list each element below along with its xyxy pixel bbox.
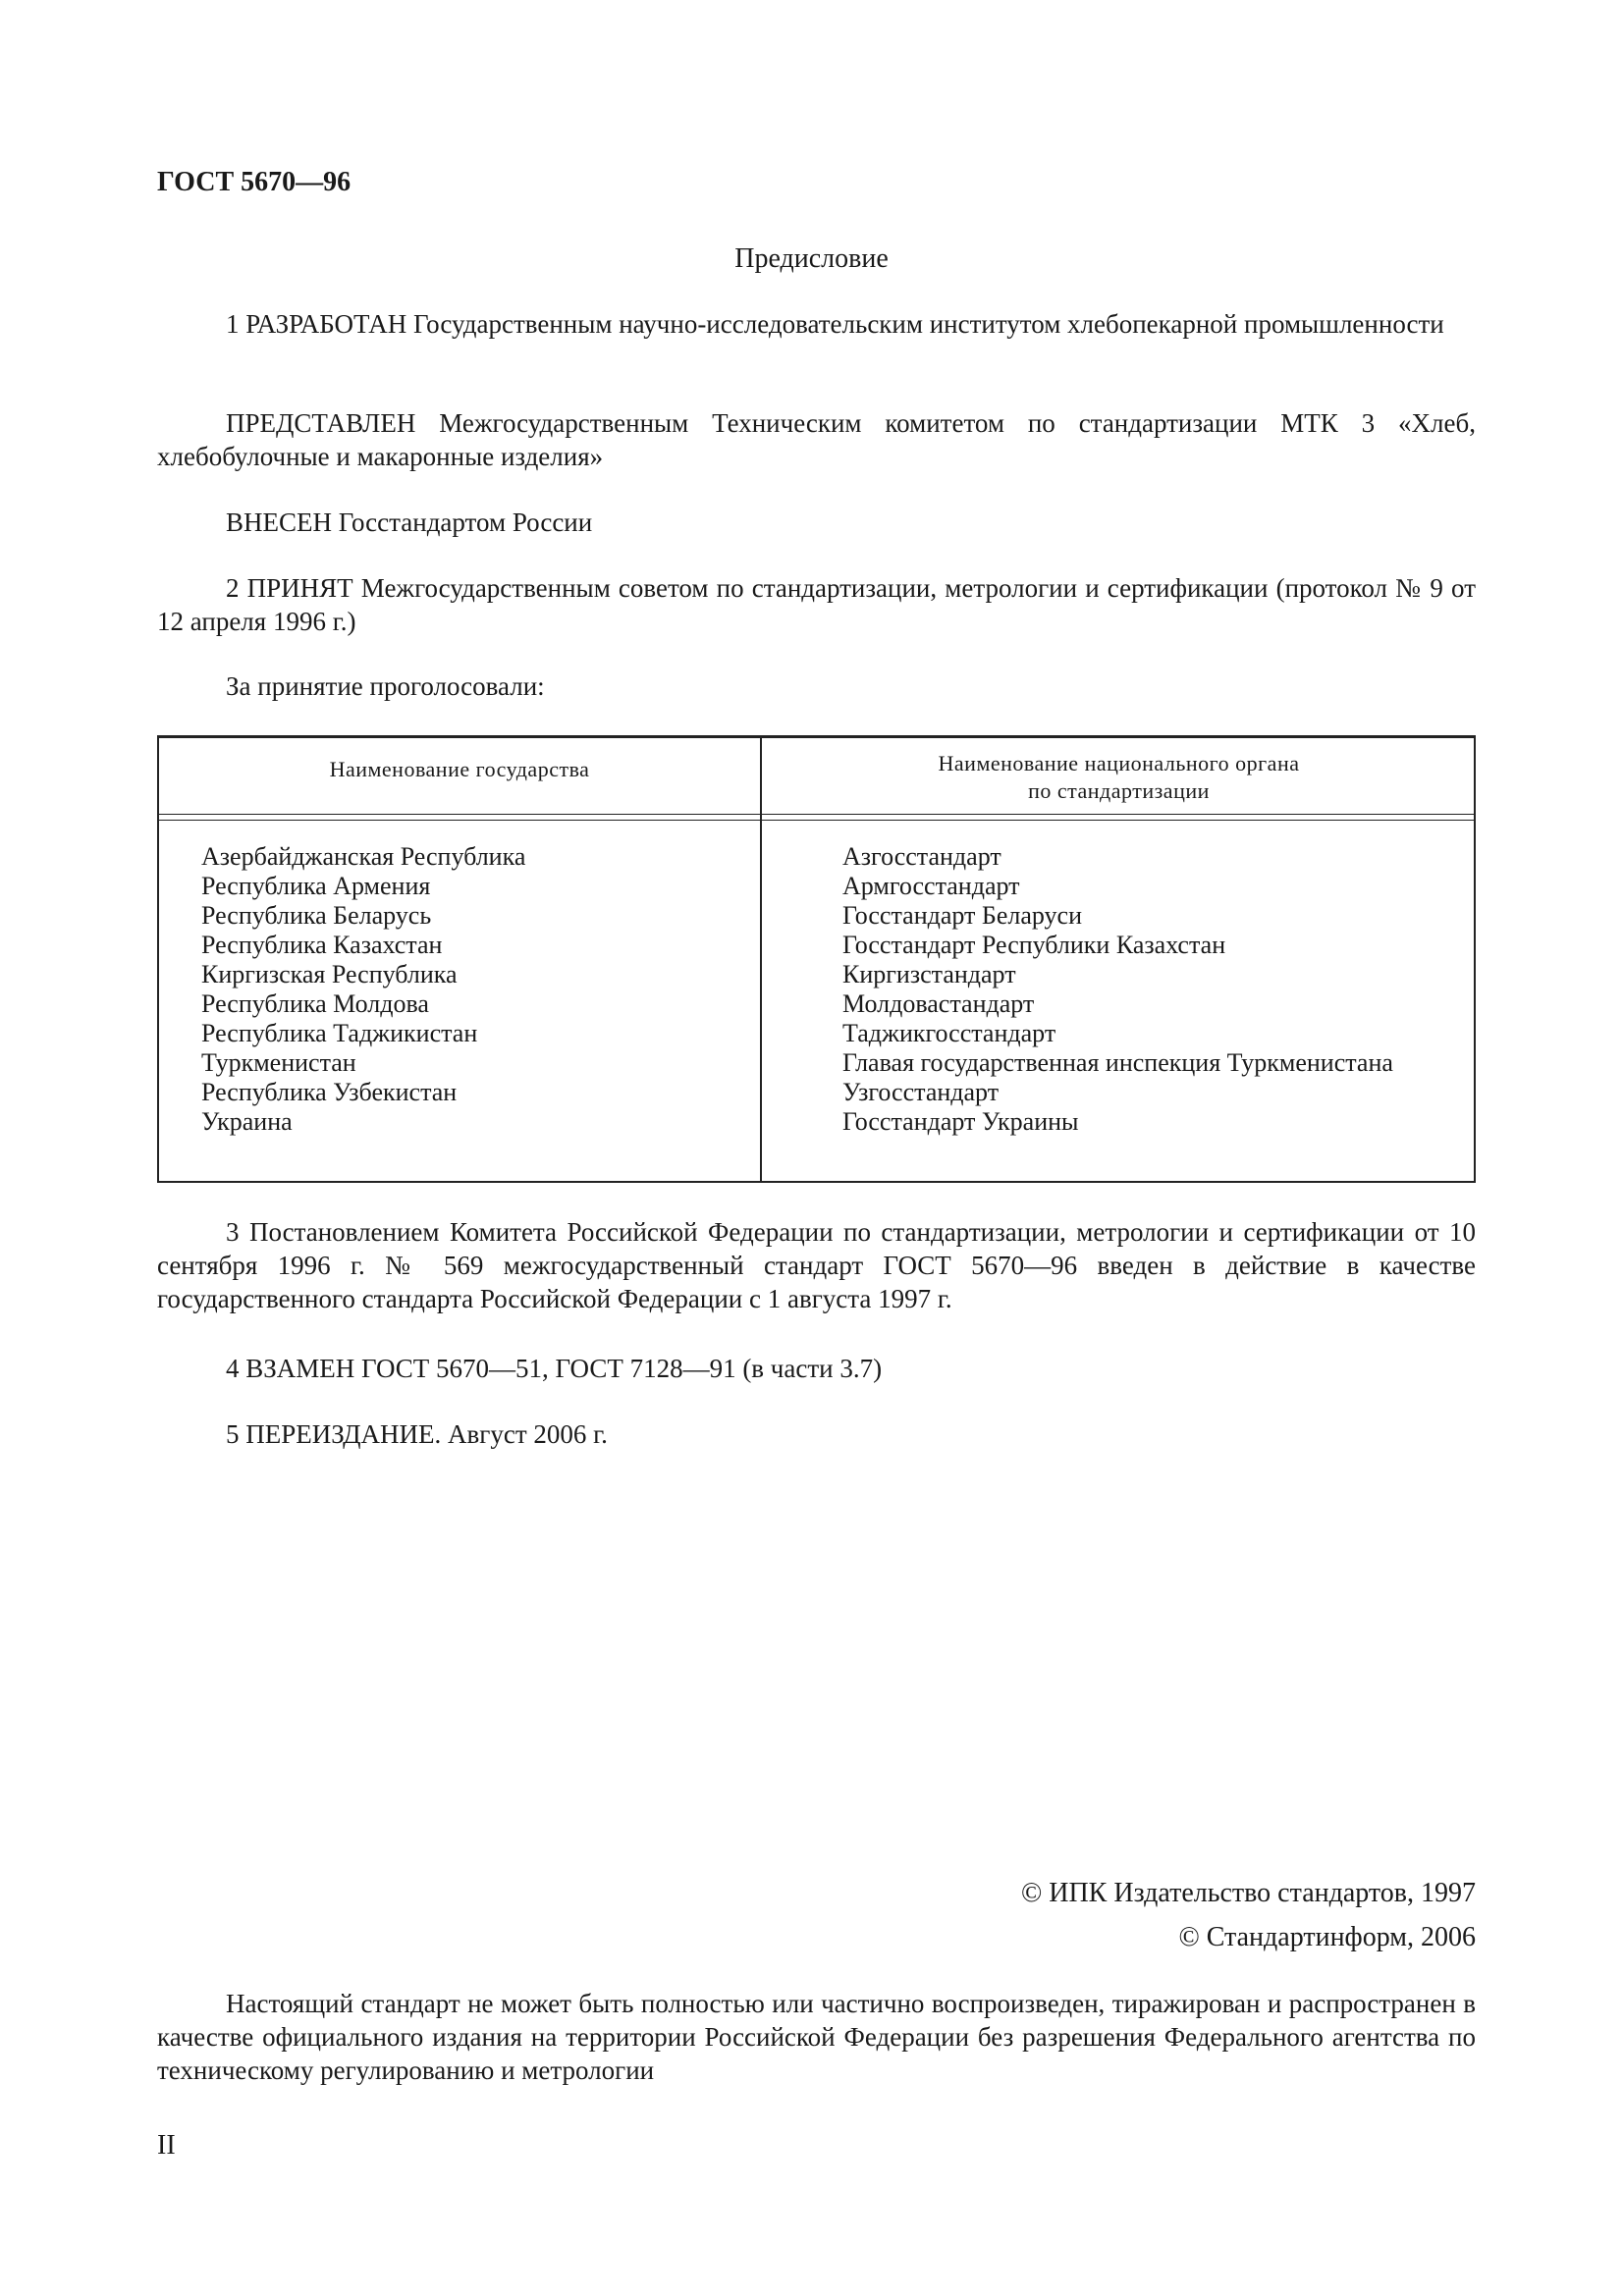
- body-cell: Узгосстандарт: [842, 1078, 1000, 1106]
- body-cell: Госстандарт Республики Казахстан: [842, 931, 1226, 959]
- copyright-publisher: © ИПК Издательство стандартов, 1997: [1020, 1878, 1476, 1908]
- standards-body-list: [842, 842, 1393, 1137]
- body-cell: Таджикгосстандарт: [842, 1019, 1056, 1047]
- state-cell: Республика Казахстан: [201, 931, 443, 959]
- paragraph-developed: 1 РАЗРАБОТАН Государственным научно-исследовательским институтом хлебопекарной промышленности: [226, 309, 1444, 339]
- table-header-body-line1: Наименование национального органа: [938, 751, 1300, 775]
- body-cell: Молдовастандарт: [842, 989, 1035, 1018]
- table-header-state: Наименование государства: [329, 757, 590, 781]
- paragraph-replaces: 4 ВЗАМЕН ГОСТ 5670—51, ГОСТ 7128—91 (в части 3.7): [226, 1354, 883, 1383]
- state-cell: Республика Беларусь: [201, 901, 432, 930]
- paragraph-introduced: ВНЕСЕН Госстандартом России: [226, 507, 593, 537]
- table-header-divider-double: [159, 820, 1474, 821]
- table-header-body-line2: по стандартизации: [1028, 778, 1210, 803]
- page-number: II: [157, 2130, 176, 2161]
- body-cell: Азгосстандарт: [842, 842, 1001, 871]
- paragraph-reissue: 5 ПЕРЕИЗДАНИЕ. Август 2006 г.: [226, 1419, 608, 1449]
- paragraph-resolution: 3 Постановлением Комитета Российской Федерации по стандартизации, метрологии и сертификации от 10 сентября 1996 г. № 569 межгосударственный стандарт ГОСТ 5670—96 введен в действие в качестве государственного стандарта Российской Федерации с 1 августа 1997 г.: [157, 1217, 1476, 1313]
- state-cell: Украина: [201, 1107, 293, 1136]
- table-header-body: [760, 750, 1478, 805]
- table-header-divider: [159, 814, 1474, 815]
- copyright-standartinform: © Стандартинформ, 2006: [1178, 1922, 1476, 1952]
- state-cell: Республика Молдова: [201, 989, 429, 1018]
- preface-title: Предисловие: [734, 243, 889, 274]
- state-list: [201, 842, 525, 1137]
- voting-table: [157, 735, 1476, 1183]
- state-cell: Республика Таджикистан: [201, 1019, 478, 1047]
- body-cell: Главая государственная инспекция Туркменистана: [842, 1048, 1393, 1077]
- state-cell: Республика Армения: [201, 872, 431, 900]
- body-cell: Киргизстандарт: [842, 960, 1016, 988]
- paragraph-voted: За принятие проголосовали:: [226, 671, 545, 701]
- body-cell: Армгосстандарт: [842, 872, 1020, 900]
- state-cell: Азербайджанская Республика: [201, 842, 526, 871]
- paragraph-adopted: 2 ПРИНЯТ Межгосударственным советом по стандартизации, метрологии и сертификации (протокол № 9 от 12 апреля 1996 г.): [157, 573, 1476, 636]
- document-code-header: ГОСТ 5670—96: [157, 167, 352, 197]
- state-cell: Киргизская Республика: [201, 960, 458, 988]
- paragraph-presented: ПРЕДСТАВЛЕН Межгосударственным Техническим комитетом по стандартизации МТК 3 «Хлеб, хлебобулочные и макаронные изделия»: [157, 408, 1476, 471]
- body-cell: Госстандарт Украины: [842, 1107, 1079, 1136]
- state-cell: Туркменистан: [201, 1048, 356, 1077]
- state-cell: Республика Узбекистан: [201, 1078, 458, 1106]
- reproduction-notice: Настоящий стандарт не может быть полностью или частично воспроизведен, тиражирован и распространен в качестве официального издания на территории Российской Федерации без разрешения Федерального агентства по техническому регулированию и метрологии: [157, 1989, 1476, 2085]
- body-cell: Госстандарт Беларуси: [842, 901, 1082, 930]
